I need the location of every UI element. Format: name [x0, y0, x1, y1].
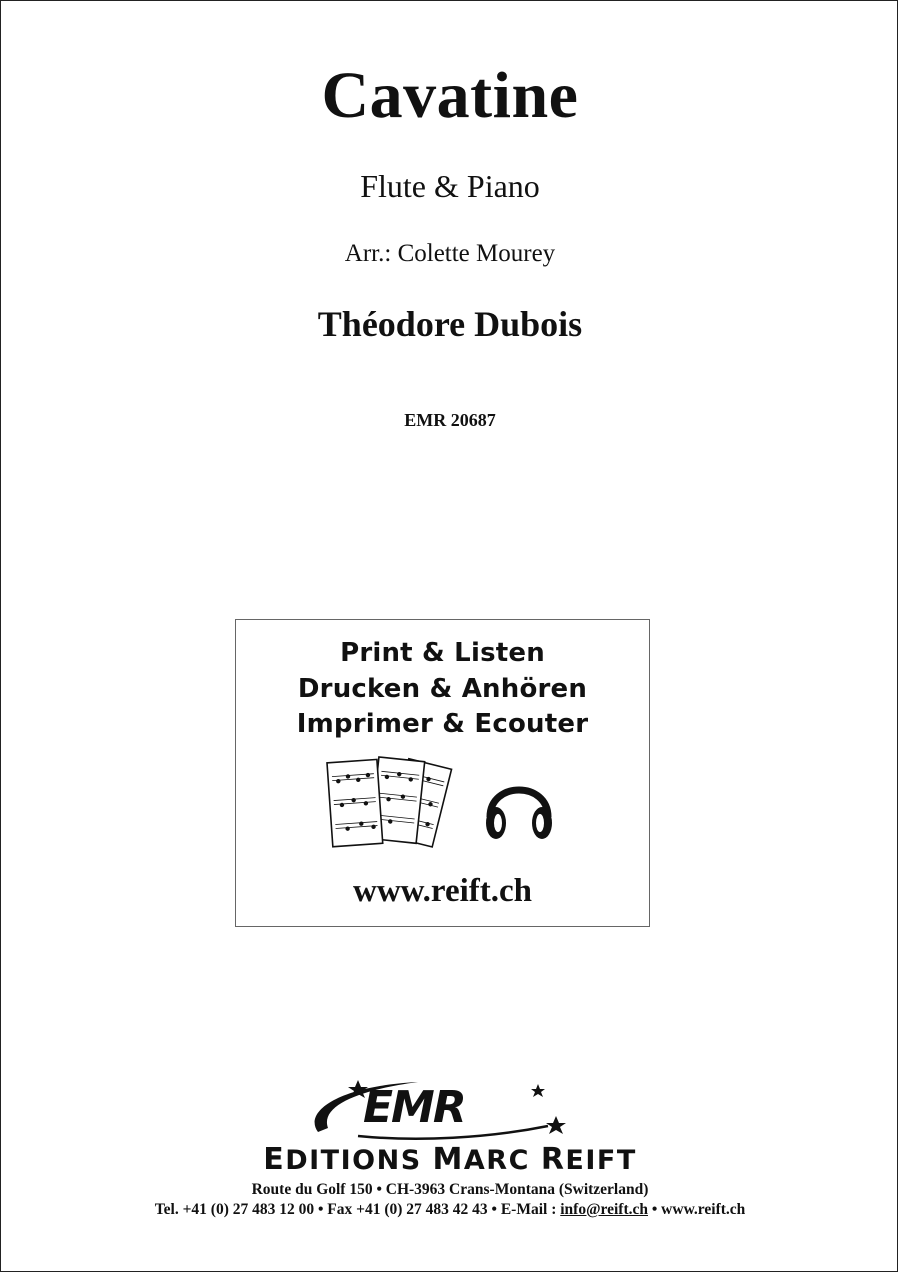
sheet-music-icon	[327, 757, 452, 847]
emr-logo	[298, 1072, 578, 1152]
promo-line-english: Print & Listen	[340, 638, 545, 668]
logo-text: EMR	[363, 1082, 465, 1133]
publisher-address: Route du Golf 150 • CH-3963 Crans-Montana (Switzerland)	[251, 1181, 649, 1198]
promo-line-french: Imprimer & Ecouter	[296, 709, 589, 739]
promo-website-link[interactable]: www.reift.ch	[352, 873, 533, 909]
page-title: Cavatine	[321, 59, 579, 132]
promo-line-german: Drucken & Anhören	[297, 674, 588, 704]
composer-name: Théodore Dubois	[317, 304, 583, 344]
publisher-contact: Tel. +41 (0) 27 483 12 00 • Fax +41 (0) 27 483 42 43 • E-Mail : info@reift.ch • www.reift.ch	[154, 1201, 746, 1218]
print-listen-box	[235, 619, 650, 927]
arranger-credit: Arr.: Colette Mourey	[344, 240, 556, 267]
email-link[interactable]: info@reift.ch	[560, 1201, 648, 1218]
instrumentation: Flute & Piano	[360, 168, 540, 204]
promo-icons	[326, 755, 566, 855]
publisher-name: EDITIONS MARC REIFT	[263, 1142, 637, 1177]
catalog-number: EMR 20687	[404, 410, 496, 430]
headphones-icon	[486, 790, 552, 839]
